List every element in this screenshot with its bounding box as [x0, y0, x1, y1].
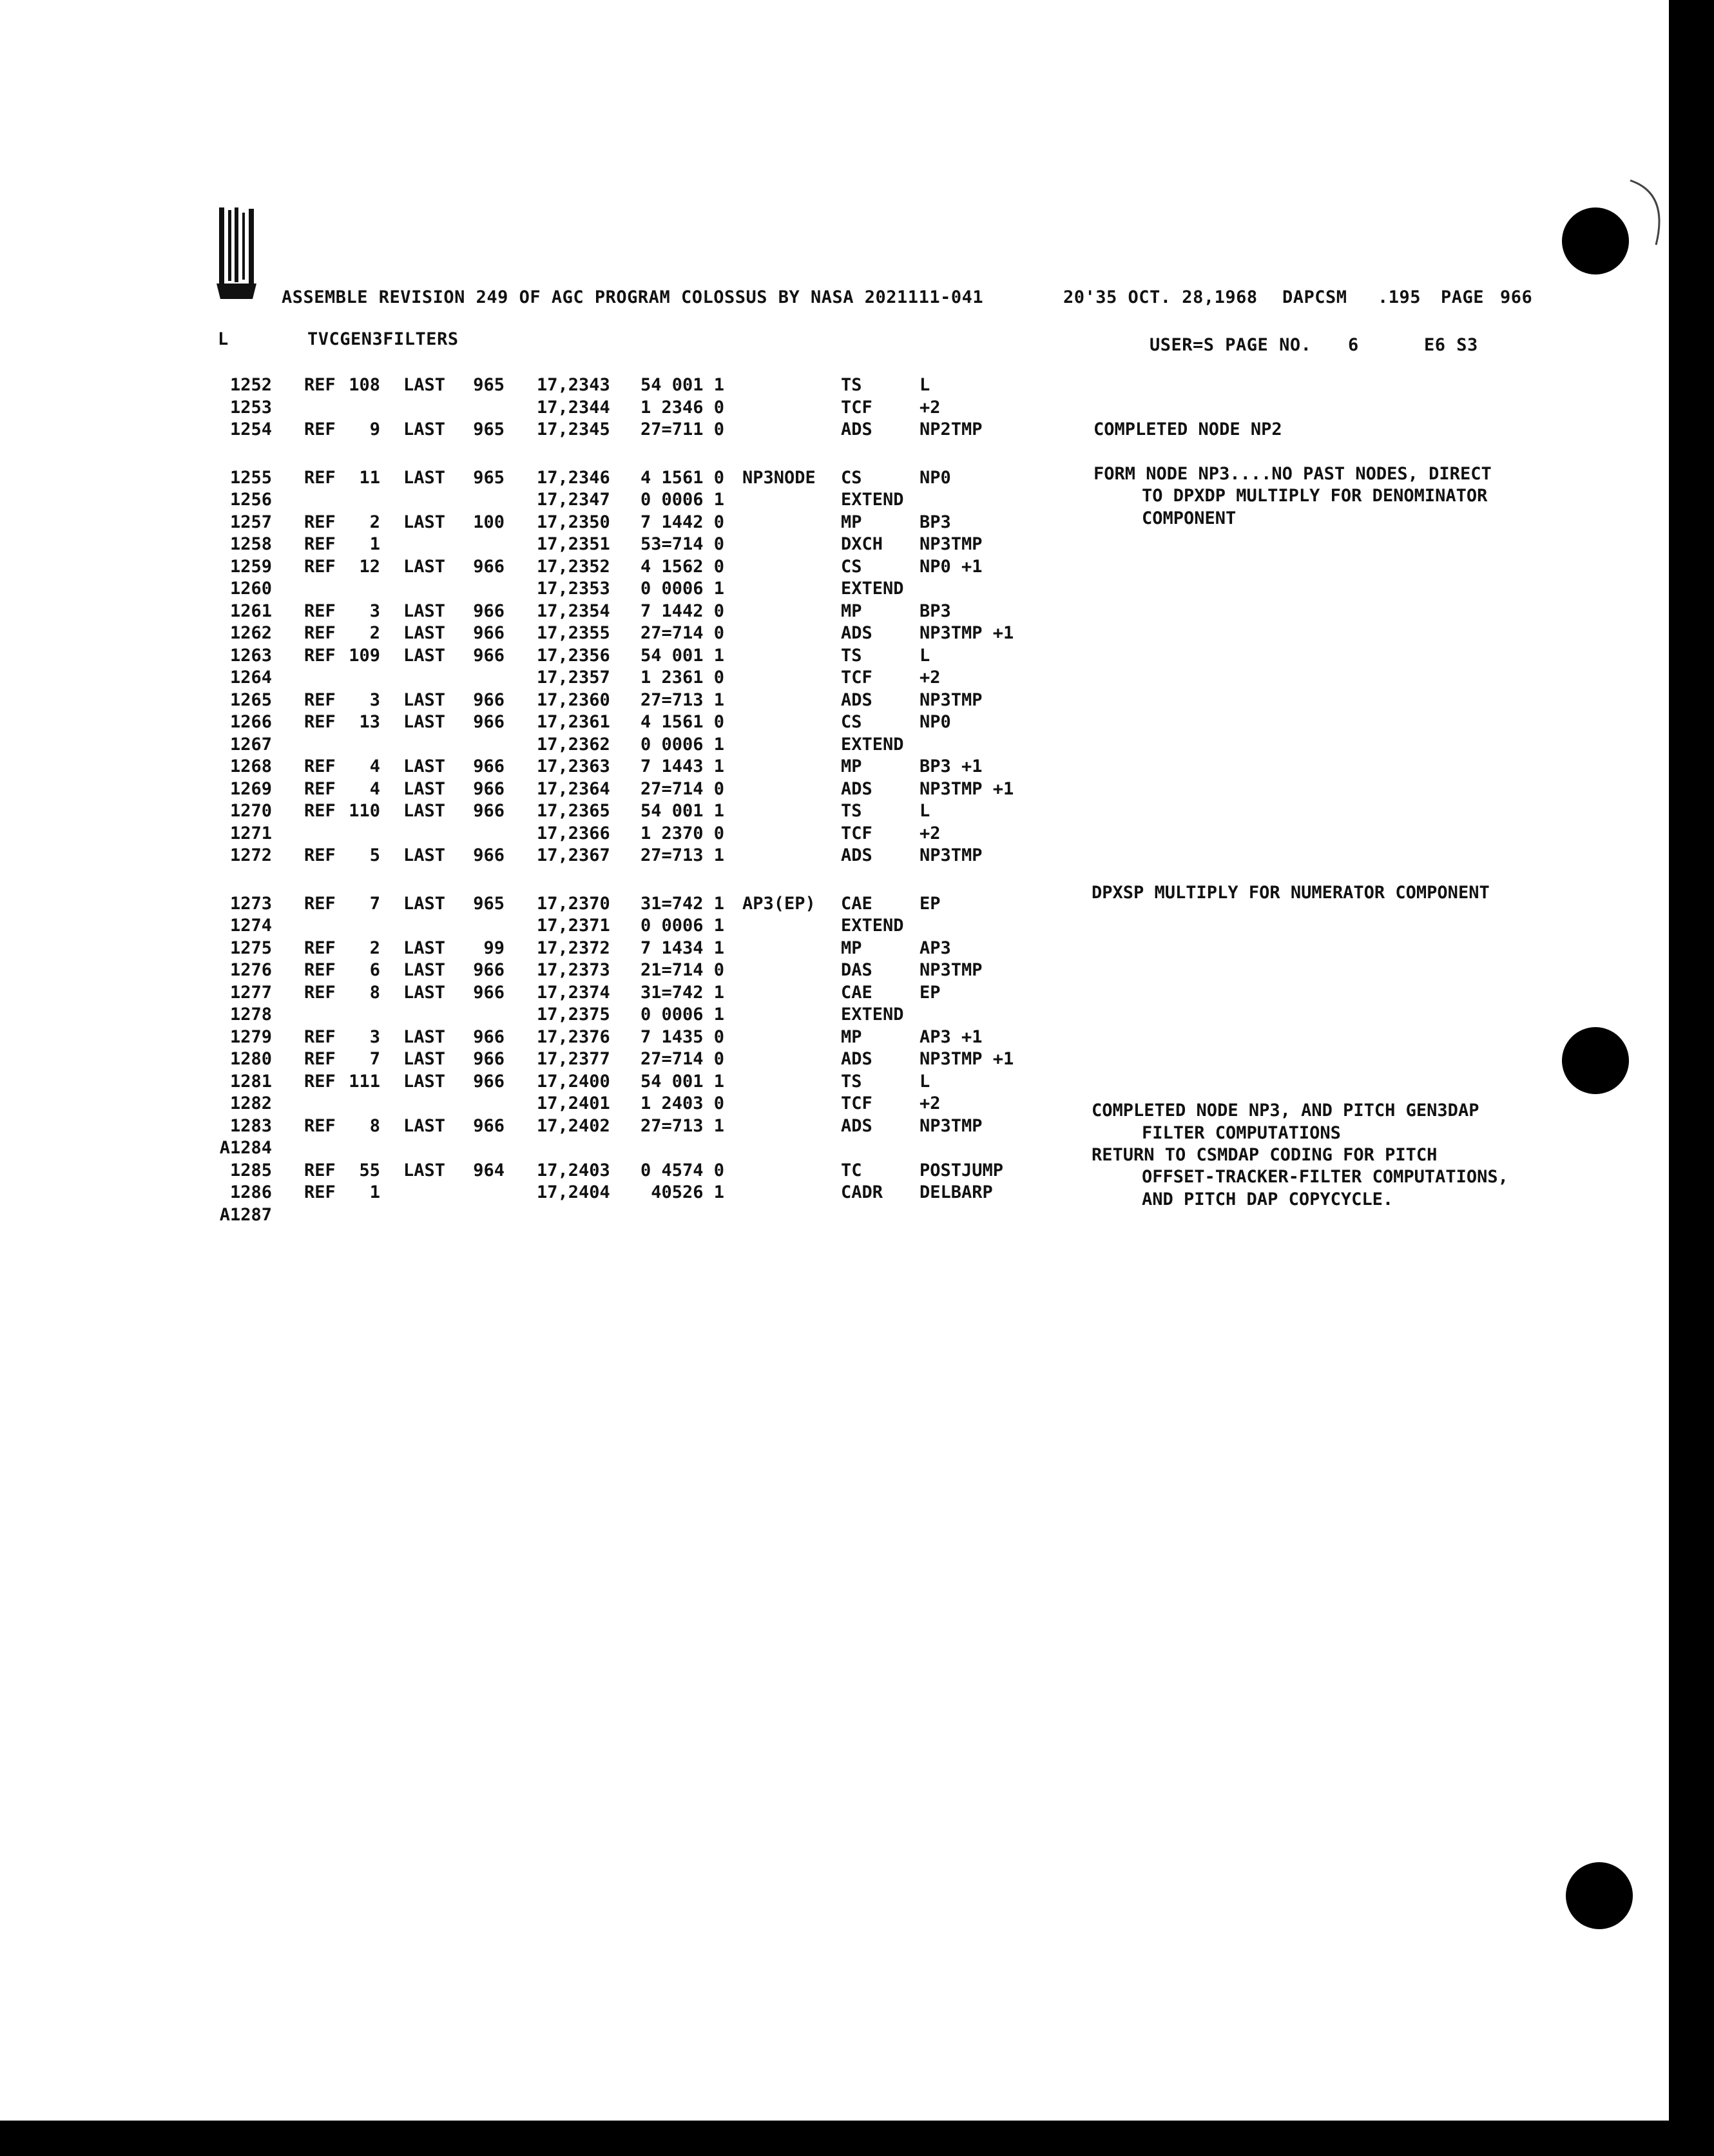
- line-number: 1258: [229, 534, 272, 554]
- user-page-suffix: E6 S3: [1424, 335, 1478, 355]
- ref-count: 8: [369, 1115, 380, 1136]
- memory-address: 17,2366: [537, 823, 610, 843]
- octal-code: 40526 1: [651, 1182, 724, 1202]
- line-number: 1262: [229, 623, 272, 643]
- last-keyword: LAST: [403, 960, 446, 980]
- ref-count: 1: [369, 534, 380, 554]
- operand: L: [920, 645, 930, 666]
- ref-count: 3: [369, 689, 380, 710]
- operand: NP3TMP: [920, 960, 983, 980]
- ref-count: 12: [359, 556, 380, 577]
- memory-address: 17,2364: [537, 778, 610, 799]
- octal-code: 0 0006 1: [640, 579, 724, 599]
- ref-count: 3: [369, 1026, 380, 1047]
- opcode: ADS: [841, 419, 872, 439]
- octal-code: 4 1561 0: [640, 467, 724, 488]
- line-number: 1276: [229, 960, 272, 980]
- octal-code: 7 1435 0: [640, 1026, 724, 1047]
- comment: COMPLETED NODE NP3, AND PITCH GEN3DAP: [1092, 1101, 1479, 1121]
- opcode: EXTEND: [841, 579, 904, 599]
- opcode: TCF: [841, 397, 872, 418]
- line-number: 1277: [229, 982, 272, 1003]
- opcode: TCF: [841, 668, 872, 688]
- header-dapcsm: DAPCSM: [1282, 287, 1347, 307]
- octal-code: 0 0006 1: [640, 734, 724, 755]
- opcode: ADS: [841, 1115, 872, 1136]
- octal-code: 27=713 1: [640, 1115, 724, 1136]
- line-number: 1270: [229, 801, 272, 821]
- header-page-label: PAGE: [1441, 287, 1485, 307]
- comment: COMPLETED NODE NP2: [1093, 419, 1282, 439]
- opcode: TS: [841, 645, 862, 666]
- octal-code: 53=714 0: [640, 534, 724, 554]
- octal-code: 0 0006 1: [640, 916, 724, 936]
- symbol-label: NP3NODE: [742, 467, 816, 488]
- last-page: 966: [473, 1115, 505, 1136]
- opcode: CAE: [841, 893, 872, 914]
- operand: L: [920, 801, 930, 821]
- comment: FILTER COMPUTATIONS: [1142, 1123, 1341, 1143]
- last-keyword: LAST: [403, 645, 446, 666]
- memory-address: 17,2367: [537, 845, 610, 865]
- ref-keyword: REF: [304, 1115, 336, 1136]
- line-number: 1259: [229, 556, 272, 577]
- ref-keyword: REF: [304, 623, 336, 643]
- comment: OFFSET-TRACKER-FILTER COMPUTATIONS,: [1142, 1167, 1508, 1187]
- line-number: 1279: [229, 1026, 272, 1047]
- last-keyword: LAST: [403, 512, 446, 532]
- line-number: 1271: [229, 823, 272, 843]
- operand: L: [920, 1071, 930, 1092]
- operand: NP0: [920, 712, 951, 732]
- operand: BP3: [920, 601, 951, 621]
- user-page-number: 6: [1348, 335, 1359, 355]
- ref-keyword: REF: [304, 960, 336, 980]
- operand: NP3TMP +1: [920, 623, 1014, 643]
- last-page: 966: [473, 712, 505, 732]
- octal-code: 7 1434 1: [640, 938, 724, 958]
- last-page: 966: [473, 778, 505, 799]
- ref-count: 110: [349, 801, 380, 821]
- last-page: 966: [473, 689, 505, 710]
- last-page: 965: [473, 375, 505, 395]
- line-number: 1269: [229, 778, 272, 799]
- line-number: 1267: [229, 734, 272, 755]
- memory-address: 17,2357: [537, 668, 610, 688]
- line-number: 1281: [229, 1071, 272, 1092]
- octal-code: 0 0006 1: [640, 490, 724, 510]
- line-number: 1255: [229, 467, 272, 488]
- octal-code: 0 0006 1: [640, 1005, 724, 1025]
- operand: NP3TMP: [920, 1115, 983, 1136]
- memory-address: 17,2375: [537, 1005, 610, 1025]
- operand: NP2TMP: [920, 419, 983, 439]
- last-page: 966: [473, 801, 505, 821]
- last-keyword: LAST: [403, 601, 446, 621]
- ref-count: 11: [359, 467, 380, 488]
- octal-code: 21=714 0: [640, 960, 724, 980]
- opcode: TC: [841, 1160, 862, 1180]
- comment: TO DPXDP MULTIPLY FOR DENOMINATOR: [1142, 486, 1488, 506]
- opcode: EXTEND: [841, 1005, 904, 1025]
- line-number: 1261: [229, 601, 272, 621]
- octal-code: 1 2370 0: [640, 823, 724, 843]
- opcode: EXTEND: [841, 490, 904, 510]
- operand: NP3TMP +1: [920, 1049, 1014, 1069]
- octal-code: 27=714 0: [640, 778, 724, 799]
- operand: EP: [920, 982, 941, 1003]
- octal-code: 54 001 1: [640, 801, 724, 821]
- octal-code: 4 1562 0: [640, 556, 724, 577]
- operand: +2: [920, 668, 941, 688]
- ref-keyword: REF: [304, 556, 336, 577]
- memory-address: 17,2362: [537, 734, 610, 755]
- punch-hole-bottom: [1566, 1862, 1633, 1929]
- last-page: 966: [473, 1026, 505, 1047]
- last-page: 965: [473, 419, 505, 439]
- octal-code: 31=742 1: [640, 982, 724, 1003]
- ref-count: 6: [369, 960, 380, 980]
- opcode: CS: [841, 712, 862, 732]
- ref-count: 2: [369, 938, 380, 958]
- ref-keyword: REF: [304, 778, 336, 799]
- symbol-label: AP3(EP): [742, 893, 816, 914]
- memory-address: 17,2365: [537, 801, 610, 821]
- memory-address: 17,2360: [537, 689, 610, 710]
- memory-address: 17,2403: [537, 1160, 610, 1180]
- header-version: .195: [1378, 287, 1421, 307]
- assemble-header: ASSEMBLE REVISION 249 OF AGC PROGRAM COLOSSUS BY NASA 2021111-041: [282, 287, 984, 307]
- operand: BP3 +1: [920, 756, 983, 776]
- last-keyword: LAST: [403, 467, 446, 488]
- last-page: 966: [473, 645, 505, 666]
- opcode: MP: [841, 756, 862, 776]
- last-keyword: LAST: [403, 845, 446, 865]
- octal-code: 27=713 1: [640, 845, 724, 865]
- ref-keyword: REF: [304, 1026, 336, 1047]
- ref-count: 3: [369, 601, 380, 621]
- line-number: 1278: [229, 1005, 272, 1025]
- line-number: A1284: [219, 1138, 272, 1158]
- last-page: 100: [473, 512, 505, 532]
- last-keyword: LAST: [403, 1026, 446, 1047]
- line-number: 1264: [229, 668, 272, 688]
- last-page: 966: [473, 1071, 505, 1092]
- ref-keyword: REF: [304, 512, 336, 532]
- ref-keyword: REF: [304, 419, 336, 439]
- last-keyword: LAST: [403, 938, 446, 958]
- operand: AP3: [920, 938, 951, 958]
- octal-code: 54 001 1: [640, 1071, 724, 1092]
- memory-address: 17,2401: [537, 1093, 610, 1113]
- opcode: ADS: [841, 1049, 872, 1069]
- ref-count: 109: [349, 645, 380, 666]
- memory-address: 17,2400: [537, 1071, 610, 1092]
- line-number: 1257: [229, 512, 272, 532]
- last-keyword: LAST: [403, 375, 446, 395]
- ref-keyword: REF: [304, 467, 336, 488]
- comment: AND PITCH DAP COPYCYCLE.: [1142, 1189, 1394, 1209]
- ref-keyword: REF: [304, 845, 336, 865]
- operand: NP0 +1: [920, 556, 983, 577]
- memory-address: 17,2355: [537, 623, 610, 643]
- last-page: 965: [473, 467, 505, 488]
- operand: +2: [920, 397, 941, 418]
- memory-address: 17,2346: [537, 467, 610, 488]
- header-datetime: 20'35 OCT. 28,1968: [1063, 287, 1258, 307]
- memory-address: 17,2351: [537, 534, 610, 554]
- line-number: 1280: [229, 1049, 272, 1069]
- ref-keyword: REF: [304, 534, 336, 554]
- user-page-label: USER=S PAGE NO.: [1150, 335, 1312, 355]
- last-page: 966: [473, 845, 505, 865]
- memory-address: 17,2377: [537, 1049, 610, 1069]
- last-page: 966: [473, 960, 505, 980]
- opcode: DXCH: [841, 534, 883, 554]
- ref-keyword: REF: [304, 712, 336, 732]
- ref-keyword: REF: [304, 1182, 336, 1202]
- operand: NP3TMP: [920, 689, 983, 710]
- comment: FORM NODE NP3....NO PAST NODES, DIRECT: [1093, 464, 1492, 484]
- last-keyword: LAST: [403, 689, 446, 710]
- punch-hole-top: [1562, 207, 1629, 274]
- opcode: ADS: [841, 689, 872, 710]
- ref-keyword: REF: [304, 982, 336, 1003]
- last-page: 964: [473, 1160, 505, 1180]
- line-number: 1275: [229, 938, 272, 958]
- operand: POSTJUMP: [920, 1160, 1004, 1180]
- memory-address: 17,2361: [537, 712, 610, 732]
- last-keyword: LAST: [403, 801, 446, 821]
- memory-address: 17,2343: [537, 375, 610, 395]
- ref-keyword: REF: [304, 601, 336, 621]
- line-number: 1260: [229, 579, 272, 599]
- memory-address: 17,2370: [537, 893, 610, 914]
- last-page: 966: [473, 623, 505, 643]
- memory-address: 17,2404: [537, 1182, 610, 1202]
- memory-address: 17,2353: [537, 579, 610, 599]
- ref-keyword: REF: [304, 1160, 336, 1180]
- octal-code: 27=711 0: [640, 419, 724, 439]
- printer-logo-icon: [217, 207, 256, 299]
- last-page: 965: [473, 893, 505, 914]
- memory-address: 17,2376: [537, 1026, 610, 1047]
- ref-count: 4: [369, 756, 380, 776]
- last-keyword: LAST: [403, 1049, 446, 1069]
- scan-border-bottom: [0, 2121, 1714, 2156]
- opcode: TCF: [841, 1093, 872, 1113]
- comment: DPXSP MULTIPLY FOR NUMERATOR COMPONENT: [1092, 883, 1490, 903]
- operand: +2: [920, 823, 941, 843]
- header-page-number: 966: [1500, 287, 1533, 307]
- operand: NP0: [920, 467, 951, 488]
- line-number: 1286: [229, 1182, 272, 1202]
- opcode: MP: [841, 601, 862, 621]
- memory-address: 17,2347: [537, 490, 610, 510]
- line-number: A1287: [219, 1204, 272, 1225]
- octal-code: 27=713 1: [640, 689, 724, 710]
- line-number: 1253: [229, 397, 272, 418]
- last-keyword: LAST: [403, 1071, 446, 1092]
- line-number: 1263: [229, 645, 272, 666]
- comment: RETURN TO CSMDAP CODING FOR PITCH: [1092, 1145, 1438, 1165]
- ref-keyword: REF: [304, 801, 336, 821]
- memory-address: 17,2356: [537, 645, 610, 666]
- operand: NP3TMP: [920, 534, 983, 554]
- line-number: 1282: [229, 1093, 272, 1113]
- opcode: TS: [841, 375, 862, 395]
- operand: BP3: [920, 512, 951, 532]
- memory-address: 17,2402: [537, 1115, 610, 1136]
- last-keyword: LAST: [403, 1115, 446, 1136]
- ref-keyword: REF: [304, 938, 336, 958]
- octal-code: 54 001 1: [640, 645, 724, 666]
- operand: DELBARP: [920, 1182, 993, 1202]
- line-number: 1285: [229, 1160, 272, 1180]
- opcode: MP: [841, 512, 862, 532]
- last-keyword: LAST: [403, 556, 446, 577]
- ref-count: 108: [349, 375, 380, 395]
- octal-code: 27=714 0: [640, 1049, 724, 1069]
- octal-code: 0 4574 0: [640, 1160, 724, 1180]
- memory-address: 17,2354: [537, 601, 610, 621]
- last-page: 966: [473, 756, 505, 776]
- opcode: ADS: [841, 623, 872, 643]
- ref-count: 8: [369, 982, 380, 1003]
- last-page: 966: [473, 601, 505, 621]
- ref-count: 111: [349, 1071, 380, 1092]
- ref-keyword: REF: [304, 645, 336, 666]
- ref-keyword: REF: [304, 1049, 336, 1069]
- opcode: TS: [841, 1071, 862, 1092]
- memory-address: 17,2344: [537, 397, 610, 418]
- opcode: EXTEND: [841, 734, 904, 755]
- ref-count: 13: [359, 712, 380, 732]
- opcode: ADS: [841, 845, 872, 865]
- memory-address: 17,2345: [537, 419, 610, 439]
- ref-count: 4: [369, 778, 380, 799]
- octal-code: 4 1561 0: [640, 712, 724, 732]
- opcode: CADR: [841, 1182, 883, 1202]
- line-number: 1268: [229, 756, 272, 776]
- operand: NP3TMP +1: [920, 778, 1014, 799]
- ref-count: 5: [369, 845, 380, 865]
- ref-count: 7: [369, 1049, 380, 1069]
- opcode: DAS: [841, 960, 872, 980]
- octal-code: 7 1442 0: [640, 512, 724, 532]
- memory-address: 17,2352: [537, 556, 610, 577]
- ref-count: 55: [359, 1160, 380, 1180]
- last-keyword: LAST: [403, 756, 446, 776]
- line-number: 1256: [229, 490, 272, 510]
- last-keyword: LAST: [403, 778, 446, 799]
- opcode: MP: [841, 1026, 862, 1047]
- octal-code: 31=742 1: [640, 893, 724, 914]
- opcode: ADS: [841, 778, 872, 799]
- operand: EP: [920, 893, 941, 914]
- line-number: 1283: [229, 1115, 272, 1136]
- ref-count: 2: [369, 512, 380, 532]
- octal-code: 1 2361 0: [640, 668, 724, 688]
- ref-keyword: REF: [304, 756, 336, 776]
- opcode: TCF: [841, 823, 872, 843]
- section-title: TVCGEN3FILTERS: [307, 329, 459, 349]
- last-keyword: LAST: [403, 623, 446, 643]
- last-keyword: LAST: [403, 1160, 446, 1180]
- ref-keyword: REF: [304, 1071, 336, 1092]
- line-number: 1265: [229, 689, 272, 710]
- line-number: 1274: [229, 916, 272, 936]
- memory-address: 17,2350: [537, 512, 610, 532]
- ref-count: 7: [369, 893, 380, 914]
- operand: L: [920, 375, 930, 395]
- octal-code: 7 1443 1: [640, 756, 724, 776]
- comment: COMPONENT: [1142, 508, 1237, 528]
- memory-address: 17,2372: [537, 938, 610, 958]
- scan-border-right: [1669, 0, 1714, 2156]
- operand: +2: [920, 1093, 941, 1113]
- ref-keyword: REF: [304, 375, 336, 395]
- opcode: TS: [841, 801, 862, 821]
- opcode: MP: [841, 938, 862, 958]
- last-page: 99: [483, 938, 505, 958]
- octal-code: 27=714 0: [640, 623, 724, 643]
- last-page: 966: [473, 556, 505, 577]
- line-number: 1273: [229, 893, 272, 914]
- last-page: 966: [473, 982, 505, 1003]
- operand: NP3TMP: [920, 845, 983, 865]
- last-page: 966: [473, 1049, 505, 1069]
- section-marker: L: [218, 329, 229, 349]
- memory-address: 17,2373: [537, 960, 610, 980]
- octal-code: 1 2403 0: [640, 1093, 724, 1113]
- last-keyword: LAST: [403, 982, 446, 1003]
- line-number: 1272: [229, 845, 272, 865]
- ref-keyword: REF: [304, 893, 336, 914]
- opcode: CS: [841, 556, 862, 577]
- ref-count: 2: [369, 623, 380, 643]
- ref-count: 1: [369, 1182, 380, 1202]
- binder-curve-mark: [1624, 174, 1675, 264]
- octal-code: 7 1442 0: [640, 601, 724, 621]
- last-keyword: LAST: [403, 712, 446, 732]
- memory-address: 17,2363: [537, 756, 610, 776]
- memory-address: 17,2371: [537, 916, 610, 936]
- line-number: 1252: [229, 375, 272, 395]
- ref-keyword: REF: [304, 689, 336, 710]
- last-keyword: LAST: [403, 419, 446, 439]
- opcode: CS: [841, 467, 862, 488]
- line-number: 1266: [229, 712, 272, 732]
- operand: AP3 +1: [920, 1026, 983, 1047]
- line-number: 1254: [229, 419, 272, 439]
- last-keyword: LAST: [403, 893, 446, 914]
- octal-code: 54 001 1: [640, 375, 724, 395]
- opcode: CAE: [841, 982, 872, 1003]
- memory-address: 17,2374: [537, 982, 610, 1003]
- opcode: EXTEND: [841, 916, 904, 936]
- ref-count: 9: [369, 419, 380, 439]
- punch-hole-middle: [1562, 1027, 1629, 1094]
- octal-code: 1 2346 0: [640, 397, 724, 418]
